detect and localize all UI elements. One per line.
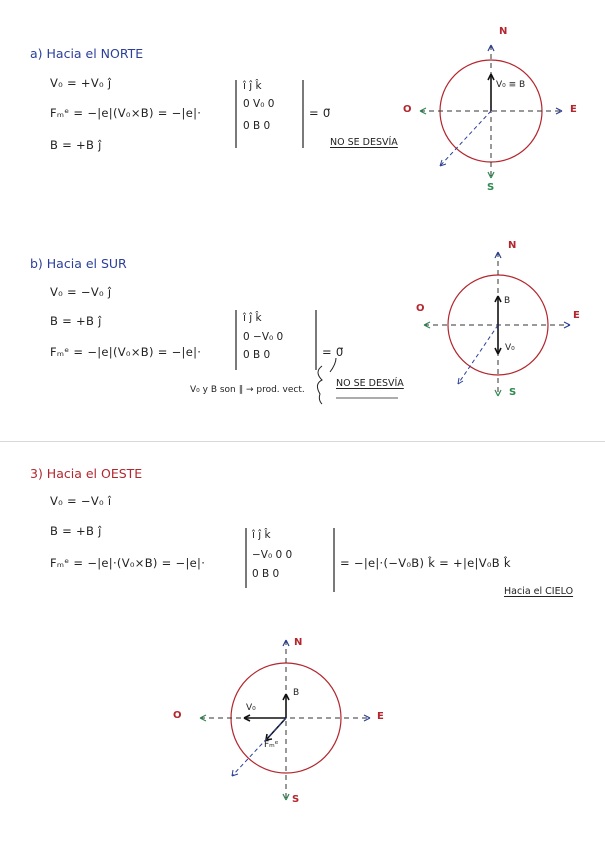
part-b-matrix-row-2: 0 −V₀ 0 — [243, 331, 284, 343]
part-b-label-o: O — [416, 303, 425, 314]
part-a-label-s: S — [487, 182, 495, 193]
part-c-label-f: Fₘᵉ — [264, 740, 279, 750]
part-c-matrix-row-1: î ĵ k̂ — [252, 529, 271, 541]
part-c-result: = −|e|·(−V₀B) k̂ = +|e|V₀B k̂ — [340, 556, 511, 570]
part-c-label-s: S — [292, 794, 300, 805]
part-b-label-s: S — [509, 387, 517, 398]
part-c-b-eq: B = +B ĵ — [50, 524, 102, 538]
part-a-conclusion: NO SE DESVÍA — [330, 137, 398, 148]
part-b-title: b) Hacia el SUR — [30, 256, 127, 271]
part-a-label-e: E — [570, 104, 577, 115]
part-b-label-n: N — [508, 240, 517, 251]
part-b-force-eq: Fₘᵉ = −|e|(V₀×B) = −|e|· — [50, 345, 202, 359]
part-b-v0-eq: V₀ = −V₀ ĵ — [50, 285, 112, 299]
part-c-matrix-row-3: 0 B 0 — [252, 568, 280, 580]
part-c-title: 3) Hacia el OESTE — [30, 466, 143, 481]
part-a-matrix-row-1: î ĵ k̂ — [243, 80, 262, 92]
part-b-note: V₀ y B son ∥ → prod. vect. — [190, 385, 305, 395]
part-a-force-eq: Fₘᵉ = −|e|(V₀×B) = −|e|· — [50, 106, 202, 120]
part-b-b-eq: B = +B ĵ — [50, 314, 102, 328]
part-b-result: = 0⃗ — [322, 345, 344, 359]
part-a-compass-note: V₀ ≡ B — [496, 80, 526, 90]
part-a-matrix-row-2: 0 V₀ 0 — [243, 98, 275, 110]
part-b-matrix-row-3: 0 B 0 — [243, 349, 271, 361]
part-a-title: a) Hacia el NORTE — [30, 46, 144, 61]
part-c-force-eq: Fₘᵉ = −|e|·(V₀×B) = −|e|· — [50, 556, 206, 570]
part-b-label-b: B — [504, 296, 511, 306]
part-a-result: = 0⃗ — [309, 106, 331, 120]
part-a-label-o: O — [403, 104, 412, 115]
part-a-matrix-row-3: 0 B 0 — [243, 120, 271, 132]
part-b-matrix-row-1: î ĵ k̂ — [243, 312, 262, 324]
part-c-label-v: V₀ — [246, 703, 256, 713]
part-b-label-e: E — [573, 310, 580, 321]
part-c-label-n: N — [294, 637, 303, 648]
part-a-b-eq: B = +B ĵ — [50, 138, 102, 152]
part-b-conclusion: NO SE DESVÍA — [336, 378, 404, 389]
part-a-label-n: N — [499, 26, 508, 37]
part-c-label-b: B — [293, 688, 300, 698]
part-b-label-v: V₀ — [505, 343, 515, 353]
part-c-label-o: O — [173, 710, 182, 721]
part-c-label-e: E — [377, 711, 384, 722]
part-c-conclusion: Hacia el CIELO — [504, 586, 574, 597]
part-a-v0-eq: V₀ = +V₀ ĵ — [50, 76, 112, 90]
part-c-matrix-row-2: −V₀ 0 0 — [252, 549, 293, 561]
part-c-v0-eq: V₀ = −V₀ î — [50, 494, 112, 508]
